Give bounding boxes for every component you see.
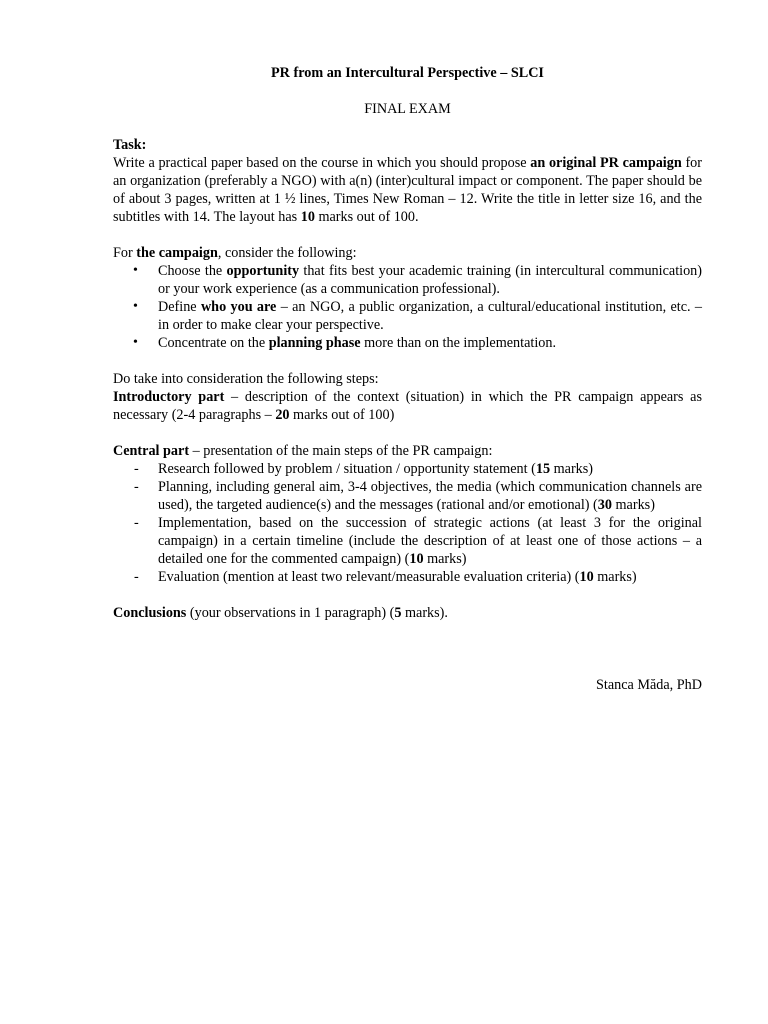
list-item: - Implementation, based on the succession of strategic actions (at least 3 for the original campaign) in a certain timeline (include the description of at least one of those actions – a detailed one for the commented campaign) (10 marks) [134,515,702,567]
list-item: - Planning, including general aim, 3-4 objectives, the media (which communication channels are used), the targeted audience(s) and the messages (rational and/or emotional) (30 marks) [134,479,702,513]
list-item: - Research followed by problem / situation / opportunity statement (15 marks) [134,461,594,477]
list-item: - Evaluation (mention at least two relevant/measurable evaluation criteria) (10 marks) [134,569,637,585]
list-item: • Choose the opportunity that fits best your academic training (in intercultural communication) or your work experience (as a communication professional). [133,263,702,297]
steps-intro: Do take into consideration the following steps: [113,371,379,387]
bullet-icon: • [133,263,138,278]
dash-icon: - [134,479,139,495]
dash-icon: - [134,461,139,477]
campaign-intro: For the campaign, consider the following: [113,245,357,261]
central-part-list [113,460,702,586]
document-title: PR from an Intercultural Perspective – SLCI [271,65,544,81]
dash-icon: - [134,515,139,531]
document-subtitle: FINAL EXAM [364,101,451,117]
document-body [113,64,702,694]
conclusions: Conclusions (your observations in 1 paragraph) (5 marks). [113,605,448,621]
central-part-heading: Central part – presentation of the main steps of the PR campaign: [113,443,493,459]
list-item: • Define who you are – an NGO, a public organization, a cultural/educational institution, etc. – in order to make clear your perspective. [133,299,702,333]
dash-icon: - [134,569,139,585]
signature: Stanca Măda, PhD [596,677,702,693]
bullet-icon: • [133,335,138,350]
task-heading: Task: [113,137,147,153]
introductory-part: Introductory part – description of the context (situation) in which the PR campaign appears as necessary (2-4 paragraphs – 20 marks out of 100) [113,389,702,423]
task-paragraph: Write a practical paper based on the course in which you should propose an original PR campaign for an organization (preferably a NGO) with a(n) (inter)cultural impact or component. The paper should be of about 3 pages, written at 1 ½ lines, Times New Roman – 12. Write the title in letter size 16, and the subtitles with 14. The layout has 10 marks out of 100. [113,155,702,225]
bullet-icon: • [133,299,138,314]
campaign-bullet-list [113,262,702,352]
list-item: • Concentrate on the planning phase more than on the implementation. [133,335,557,351]
